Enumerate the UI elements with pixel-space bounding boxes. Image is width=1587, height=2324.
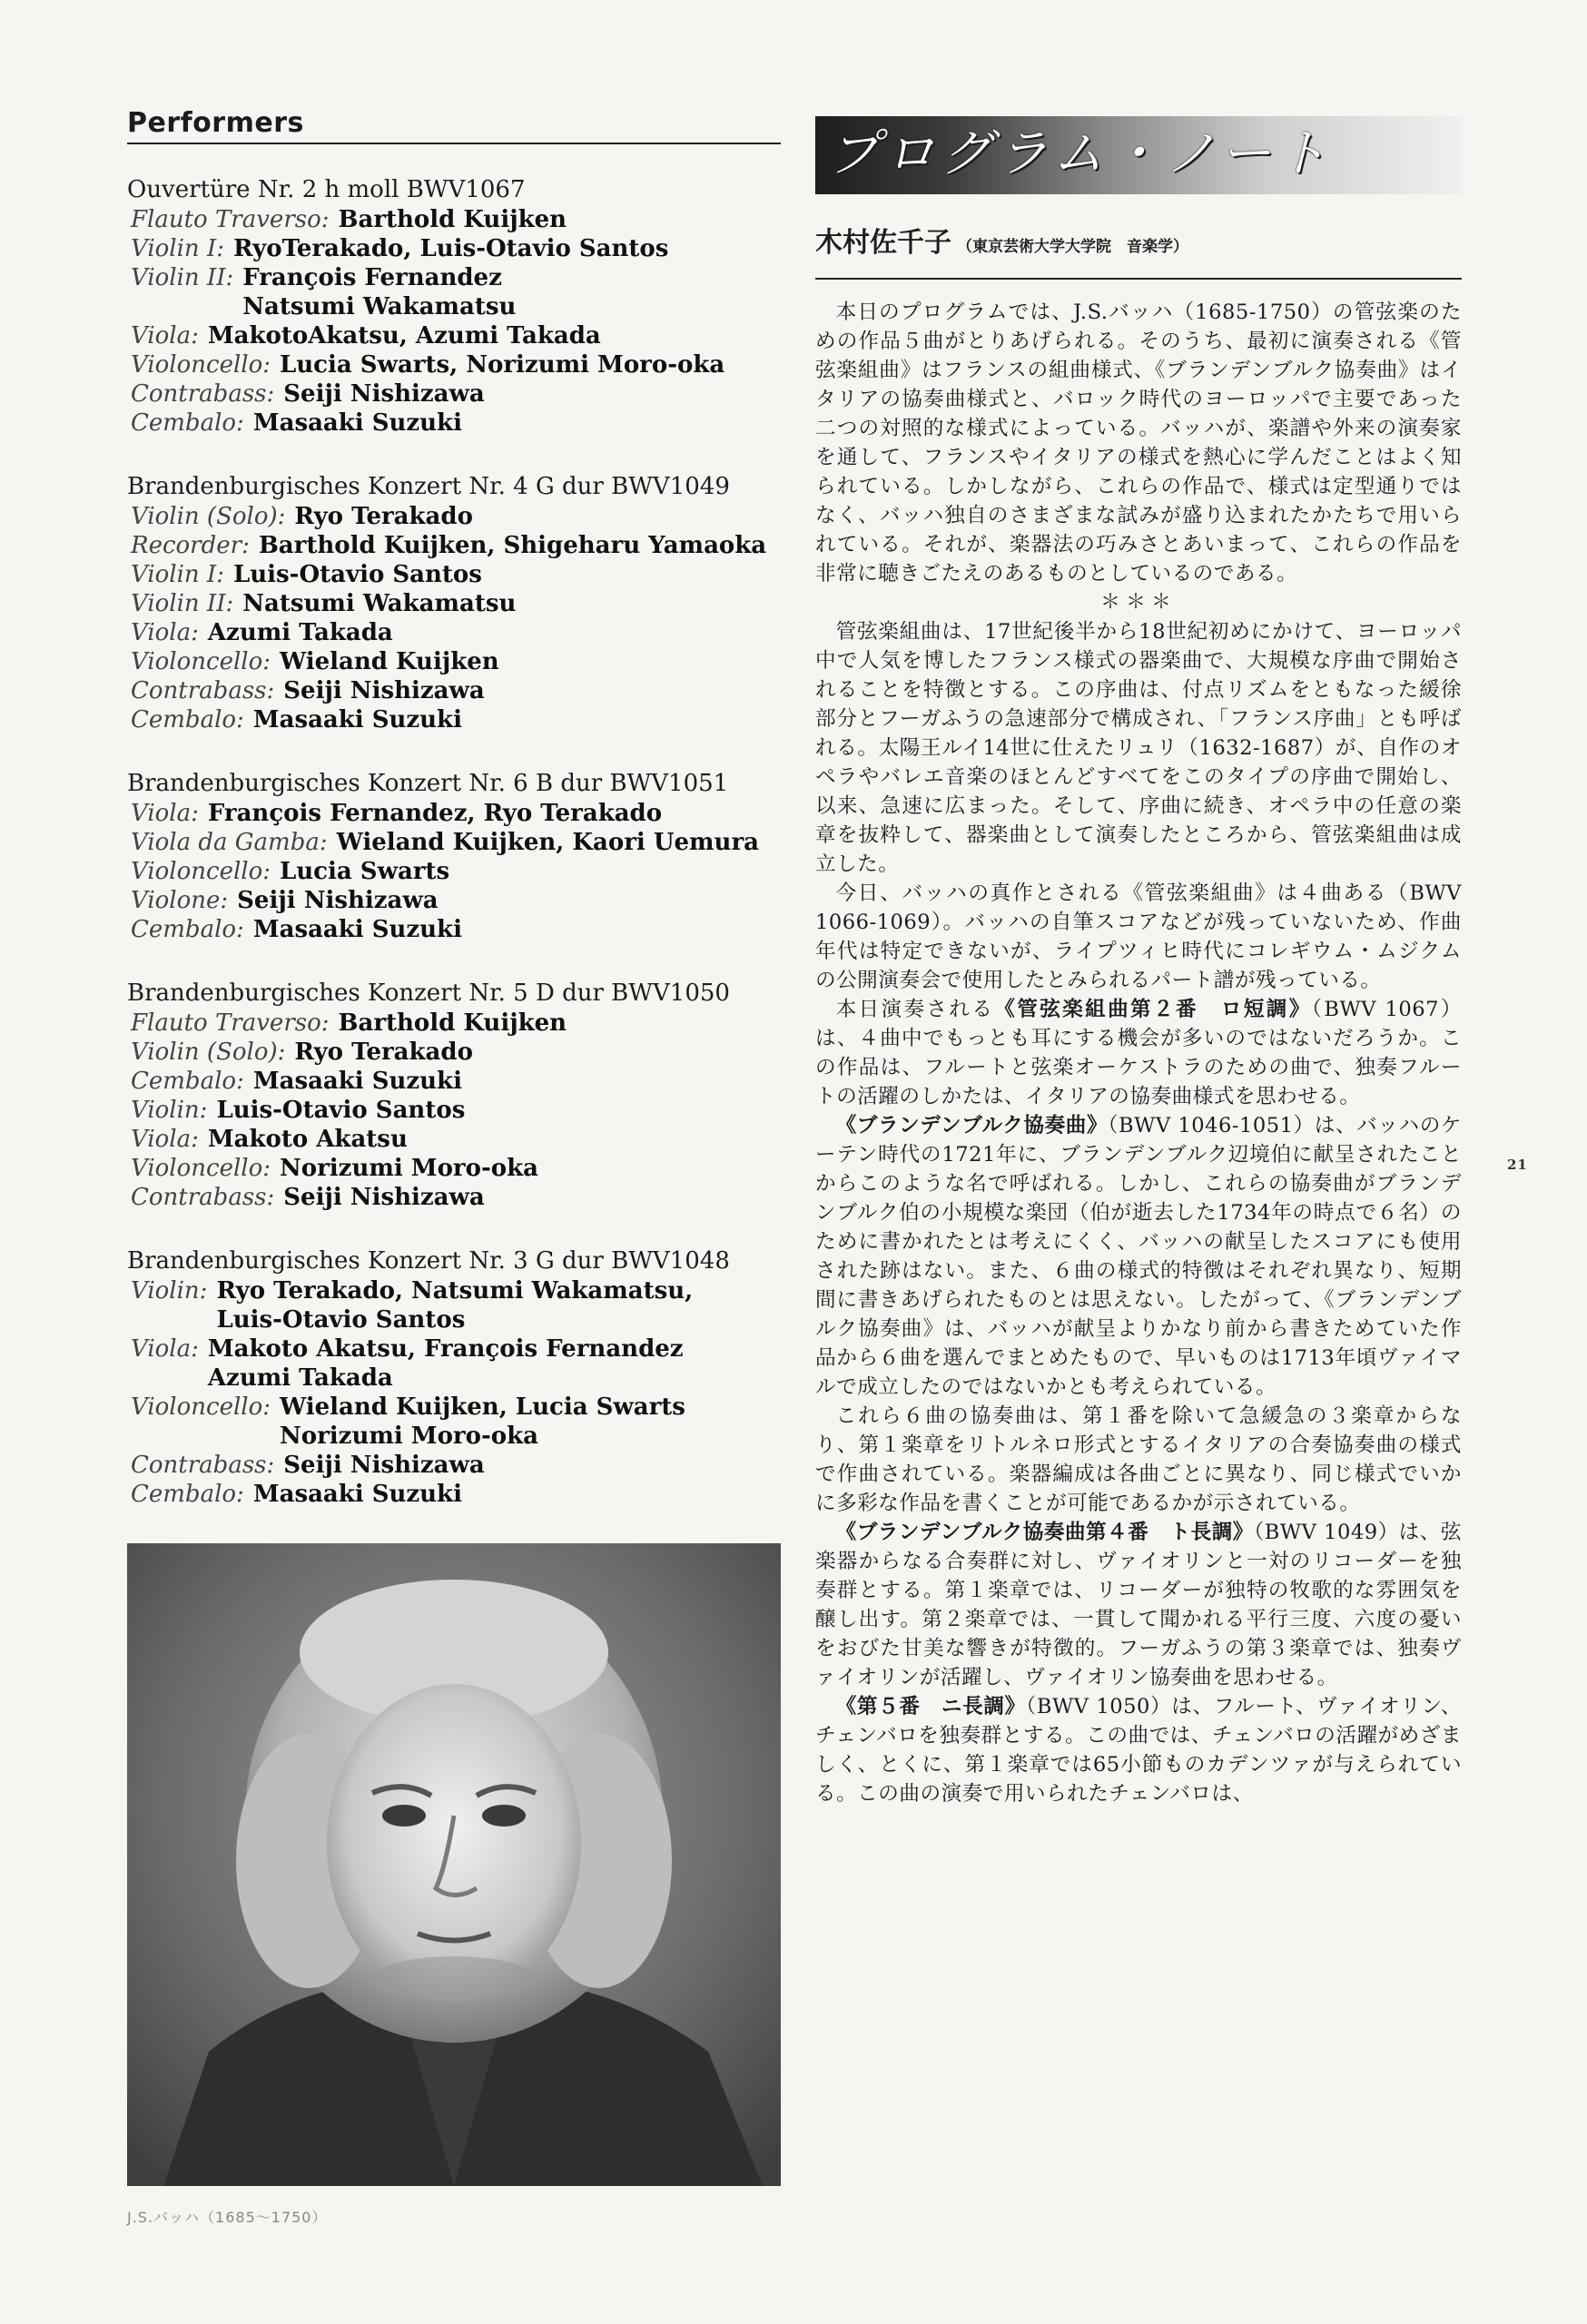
performer-name: Masaaki Suzuki xyxy=(252,706,462,734)
performer-name: Ryo Terakado xyxy=(294,1039,473,1066)
instrument-label: Violin (Solo): xyxy=(131,1039,286,1066)
instrument-label: Cembalo: xyxy=(131,706,244,734)
section-separator xyxy=(815,588,1462,617)
instrument-label: Violoncello: xyxy=(131,351,271,379)
performer-names xyxy=(242,589,516,618)
performer-row xyxy=(127,1067,781,1096)
performer-row xyxy=(127,1393,781,1451)
performer-row xyxy=(127,321,781,350)
performer-name: Seiji Nishizawa xyxy=(283,1452,485,1479)
instrument-label: Cembalo: xyxy=(131,409,244,437)
performer-names xyxy=(294,1038,473,1067)
paragraph-text: ＊＊＊ xyxy=(1099,591,1177,614)
performer-row xyxy=(127,1334,781,1393)
author-row xyxy=(815,220,1462,260)
program-notes-column xyxy=(815,116,1462,1808)
instrument-label: Violin: xyxy=(131,1097,208,1124)
performer-row xyxy=(127,915,781,944)
performer-name: Wieland Kuijken, Kaori Uemura xyxy=(336,829,759,856)
performer-row xyxy=(127,647,781,676)
performer-row xyxy=(127,618,781,647)
instrument-label: Contrabass: xyxy=(131,1452,275,1479)
performer-names xyxy=(259,531,766,560)
performers-column xyxy=(127,107,781,2227)
performer-row xyxy=(127,857,781,886)
page-number: 21 xyxy=(1507,1157,1528,1173)
instrument-label: Violin I: xyxy=(131,235,224,262)
instrument-label: Contrabass: xyxy=(131,677,275,704)
performer-name: Azumi Takada xyxy=(207,1364,393,1392)
performer-row xyxy=(127,1096,781,1125)
note-paragraph xyxy=(815,1111,1462,1402)
performer-row xyxy=(127,1276,781,1334)
performer-name: François Fernandez xyxy=(242,264,502,291)
author-name: 木村佐千子 xyxy=(815,227,951,259)
performer-row xyxy=(127,1183,781,1212)
performer-row xyxy=(127,502,781,531)
performer-name: MakotoAkatsu, Azumi Takada xyxy=(207,322,601,350)
instrument-label: Violin: xyxy=(131,1277,208,1305)
note-paragraph xyxy=(815,617,1462,879)
performer-names xyxy=(208,1125,408,1154)
paragraph-text: （BWV 1050）は、フルート、ヴァイオリン、チェンバロを独奏群とする。この曲では、チェンバロの活躍がめざましく、とくに、第１楽章では65小節ものカデンツァが与えられている。この曲の演奏で用いられたチェンバロは、 xyxy=(815,1695,1463,1806)
performer-names xyxy=(294,502,473,531)
performer-row xyxy=(127,1038,781,1067)
paragraph-text: 管弦楽組曲は、17世紀後半から18世紀初めにかけて、ヨーロッパ中で人気を博したフランス様式の器楽曲で、大規模な序曲で開始されることを特徴とする。この序曲は、付点リズムをともなった緩徐部分とフーガふうの急速部分で構成され、「フランス序曲」とも呼ばれる。太陽王ルイ14世に仕えたリュリ（1632-1687）が、自作のオペラやバレエ音楽のほとんどすべてをこのタイプの序曲で開始し、以来、急速に広まった。そして、序曲に続き、オペラ中の任意の楽章を抜粋して、器楽曲として演奏したところから、管弦楽組曲は成立した。 xyxy=(815,620,1462,876)
work-reference: 《第５番 ニ長調》 xyxy=(835,1695,1026,1718)
instrument-label: Viola da Gamba: xyxy=(131,829,328,856)
performer-row xyxy=(127,1125,781,1154)
performer-row xyxy=(127,1451,781,1480)
performer-name: Ryo Terakado, Natsumi Wakamatsu, xyxy=(216,1277,694,1305)
paragraph-text: （BWV 1046-1051）は、バッハのケーテン時代の1721年に、ブランデンブルク辺境伯に献呈されたことからこのような名で呼ばれる。しかし、これらの協奏曲がブランデンブルク伯の小規模な楽団（伯が逝去した1734年の時点で６名）のために書かれたとは考えにくく、バッハの献呈したスコアにも使用された跡はない。また、６曲の様式的特徴はそれぞれ異なり、短期間に書きあげられたものとは思えない。したがって、《ブランデンブルク協奏曲》は、バッハが献呈よりかなり前から書きためていた作品から６曲を選んでまとめたもので、早いものは1713年頃ヴァイマルで成立したのではないかとも考えられている。 xyxy=(815,1114,1462,1399)
author-rule xyxy=(815,278,1462,280)
performer-name: Masaaki Suzuki xyxy=(252,409,462,437)
paragraph-lead: 本日演奏される xyxy=(835,998,995,1021)
note-paragraph xyxy=(815,1402,1462,1518)
performer-name: Natsumi Wakamatsu xyxy=(242,590,517,617)
work-title: Brandenburgisches Konzert Nr. 6 B dur BWV1051 xyxy=(127,770,729,797)
paragraph-text: （BWV 1067）は、４曲中でもっとも耳にする機会が多いのではないだろうか。この作品は、フルートと弦楽オーケストラのための曲で、独奏フルートの活躍のしかたは、イタリアの協奏曲様式を思わせる。 xyxy=(815,998,1463,1108)
work-title: Brandenburgisches Konzert Nr. 4 G dur BWV1049 xyxy=(127,473,730,500)
performer-name: Barthold Kuijken, Shigeharu Yamaoka xyxy=(258,532,767,559)
works-list xyxy=(127,175,781,1509)
instrument-label: Contrabass: xyxy=(131,380,275,408)
performer-name: Seiji Nishizawa xyxy=(283,380,485,408)
instrument-label: Violoncello: xyxy=(131,648,271,675)
instrument-label: Violoncello: xyxy=(131,1155,271,1182)
performer-names xyxy=(283,676,484,705)
performer-row xyxy=(127,263,781,321)
performer-names xyxy=(280,1154,538,1183)
program-notes-banner xyxy=(815,116,1462,194)
work-block xyxy=(127,769,781,944)
instrument-label: Violoncello: xyxy=(131,1393,271,1421)
paragraph-text: （BWV 1049）は、弦楽器からなる合奏群に対し、ヴァイオリンと一対のリコーダーを独奏群とする。第１楽章では、リコーダーが独特の牧歌的な雰囲気を醸し出す。第２楽章では、一貫して聞かれる平行三度、六度の憂いをおびた甘美な響きが特徴的。フーガふうの第３楽章では、独奏ヴァイオリンが活躍し、ヴァイオリン協奏曲を思わせる。 xyxy=(815,1521,1462,1689)
bach-portrait-image xyxy=(127,1543,781,2186)
performer-row xyxy=(127,799,781,828)
performer-row xyxy=(127,531,781,560)
performer-names xyxy=(253,705,462,734)
paragraph-text: 今日、バッハの真作とされる《管弦楽組曲》は４曲ある（BWV 1066-1069）。バッハの自筆スコアなどが残っていないため、作曲年代は特定できないが、ライプツィヒ時代にコレギウム・ムジクムの公開演奏会で使用したとみられるパート譜が残っている。 xyxy=(815,881,1462,992)
work-reference: 《管弦楽組曲第２番 ロ短調》 xyxy=(994,998,1312,1021)
instrument-label: Violone: xyxy=(131,887,229,914)
performer-row xyxy=(127,350,781,379)
performer-names xyxy=(237,886,438,915)
performer-names xyxy=(280,647,499,676)
performer-names xyxy=(216,1276,693,1334)
performer-name: Luis-Otavio Santos xyxy=(232,561,482,588)
work-title: Brandenburgisches Konzert Nr. 5 D dur BWV1050 xyxy=(127,980,730,1007)
work-block xyxy=(127,979,781,1212)
performer-names xyxy=(280,857,449,886)
work-block xyxy=(127,472,781,734)
performer-names xyxy=(280,1393,685,1451)
instrument-label: Flauto Traverso: xyxy=(131,1009,330,1037)
performer-name: Masaaki Suzuki xyxy=(252,916,462,943)
performer-names xyxy=(253,1067,462,1096)
instrument-label: Cembalo: xyxy=(131,916,244,943)
instrument-label: Flauto Traverso: xyxy=(131,206,330,233)
performer-row xyxy=(127,409,781,438)
performer-names xyxy=(208,618,393,647)
instrument-label: Violin II: xyxy=(131,264,234,291)
performer-row xyxy=(127,676,781,705)
performer-name: Natsumi Wakamatsu xyxy=(242,293,517,320)
note-paragraph xyxy=(815,298,1462,588)
performer-name: François Fernandez, Ryo Terakado xyxy=(207,800,663,827)
performer-row xyxy=(127,234,781,263)
performer-names xyxy=(253,915,462,944)
paragraph-text: これら６曲の協奏曲は、第１番を除いて急緩急の３楽章からなり、第１楽章をリトルネロ形式とするイタリアの合奏協奏曲の様式で作曲されている。楽器編成は各曲ごとに異なり、同じ様式でいかに多彩な作品を書くことが可能であるかが示されている。 xyxy=(815,1404,1462,1515)
performer-name: Norizumi Moro-oka xyxy=(280,1423,538,1450)
performer-row xyxy=(127,205,781,234)
instrument-label: Cembalo: xyxy=(131,1481,244,1508)
performer-name: Luis-Otavio Santos xyxy=(216,1306,466,1334)
performer-row xyxy=(127,560,781,589)
performer-names xyxy=(216,1096,465,1125)
instrument-label: Viola: xyxy=(131,1335,199,1363)
performer-row xyxy=(127,589,781,618)
instrument-label: Violin I: xyxy=(131,561,224,588)
performer-name: Norizumi Moro-oka xyxy=(280,1155,538,1182)
performer-names xyxy=(208,799,662,828)
performer-name: Masaaki Suzuki xyxy=(252,1481,462,1508)
performer-name: RyoTerakado, Luis-Otavio Santos xyxy=(232,235,669,262)
work-block xyxy=(127,175,781,438)
performer-row xyxy=(127,705,781,734)
instrument-label: Violoncello: xyxy=(131,858,271,885)
bach-portrait xyxy=(127,1543,781,2186)
note-paragraph xyxy=(815,1692,1462,1808)
performer-names xyxy=(233,560,482,589)
instrument-label: Viola: xyxy=(131,1126,199,1153)
performers-heading: Performers xyxy=(127,107,781,144)
performer-names xyxy=(283,379,484,409)
performer-name: Barthold Kuijken xyxy=(338,206,567,233)
performer-names xyxy=(242,263,516,321)
program-notes-title: プログラム・ノート xyxy=(828,124,1333,183)
performer-names xyxy=(280,350,724,379)
performer-names xyxy=(253,409,462,438)
performer-name: Wieland Kuijken, Lucia Swarts xyxy=(280,1393,685,1421)
performer-row xyxy=(127,1009,781,1038)
author-affiliation: （東京芸術大学大学院 音楽学） xyxy=(957,238,1188,256)
performer-names xyxy=(337,828,759,857)
performer-name: Seiji Nishizawa xyxy=(237,887,439,914)
performer-name: Luis-Otavio Santos xyxy=(216,1097,466,1124)
performer-names xyxy=(253,1480,462,1509)
performer-names xyxy=(339,1009,567,1038)
performer-row xyxy=(127,379,781,409)
instrument-label: Viola: xyxy=(131,619,199,646)
paragraph-text: 本日のプログラムでは、J.S.バッハ（1685-1750）の管弦楽のための作品５曲がとりあげられる。そのうち、最初に演奏される《管弦楽組曲》はフランスの組曲様式、《ブランデンブルク協奏曲》はイタリアの協奏曲様式と、バロック時代のヨーロッパで主要であった二つの対照的な様式によっている。バッハが、楽譜や外来の演奏家を通して、フランスやイタリアの様式を熱心に学んだことはよく知られている。しかしながら、これらの作品で、様式は定型通りではなく、バッハ独自のさまざまな試みが盛り込まれたかたちで用いられている。それが、楽器法の巧みさとあいまって、これらの作品を非常に聴きごたえのあるものとしているのである。 xyxy=(815,300,1462,586)
note-paragraph xyxy=(815,1518,1462,1692)
instrument-label: Violin II: xyxy=(131,590,234,617)
work-title: Ouvertüre Nr. 2 h moll BWV1067 xyxy=(127,176,526,203)
note-paragraph xyxy=(815,879,1462,995)
performer-name: Seiji Nishizawa xyxy=(283,677,485,704)
performer-name: Makoto Akatsu, François Fernandez xyxy=(207,1335,684,1363)
performer-row xyxy=(127,1154,781,1183)
performer-name: Wieland Kuijken xyxy=(280,648,499,675)
performer-name: Azumi Takada xyxy=(207,619,393,646)
performer-row xyxy=(127,828,781,857)
instrument-label: Viola: xyxy=(131,800,199,827)
performer-name: Lucia Swarts, Norizumi Moro-oka xyxy=(280,351,725,379)
performer-names xyxy=(233,234,668,263)
work-block xyxy=(127,1246,781,1509)
performer-name: Makoto Akatsu xyxy=(207,1126,408,1153)
performer-names xyxy=(283,1183,484,1212)
portrait-caption: J.S.バッハ（1685〜1750） xyxy=(127,2209,328,2226)
performer-names xyxy=(208,1334,684,1393)
performer-name: Lucia Swarts xyxy=(280,858,450,885)
performer-name: Masaaki Suzuki xyxy=(252,1068,462,1095)
instrument-label: Cembalo: xyxy=(131,1068,244,1095)
performer-name: Seiji Nishizawa xyxy=(283,1184,485,1211)
notes-body xyxy=(815,298,1462,1808)
performer-names xyxy=(283,1451,484,1480)
performer-name: Barthold Kuijken xyxy=(338,1009,567,1037)
work-reference: 《ブランデンブルク協奏曲第４番 ト長調》 xyxy=(835,1521,1254,1544)
performer-row xyxy=(127,886,781,915)
instrument-label: Violin (Solo): xyxy=(131,503,286,530)
note-paragraph xyxy=(815,995,1462,1111)
work-title: Brandenburgisches Konzert Nr. 3 G dur BWV1048 xyxy=(127,1247,730,1275)
work-reference: 《ブランデンブルク協奏曲》 xyxy=(835,1114,1109,1137)
instrument-label: Recorder: xyxy=(131,532,250,559)
performer-row xyxy=(127,1480,781,1509)
performer-name: Ryo Terakado xyxy=(294,503,473,530)
instrument-label: Viola: xyxy=(131,322,199,350)
instrument-label: Contrabass: xyxy=(131,1184,275,1211)
performer-names xyxy=(339,205,567,234)
performer-names xyxy=(208,321,601,350)
